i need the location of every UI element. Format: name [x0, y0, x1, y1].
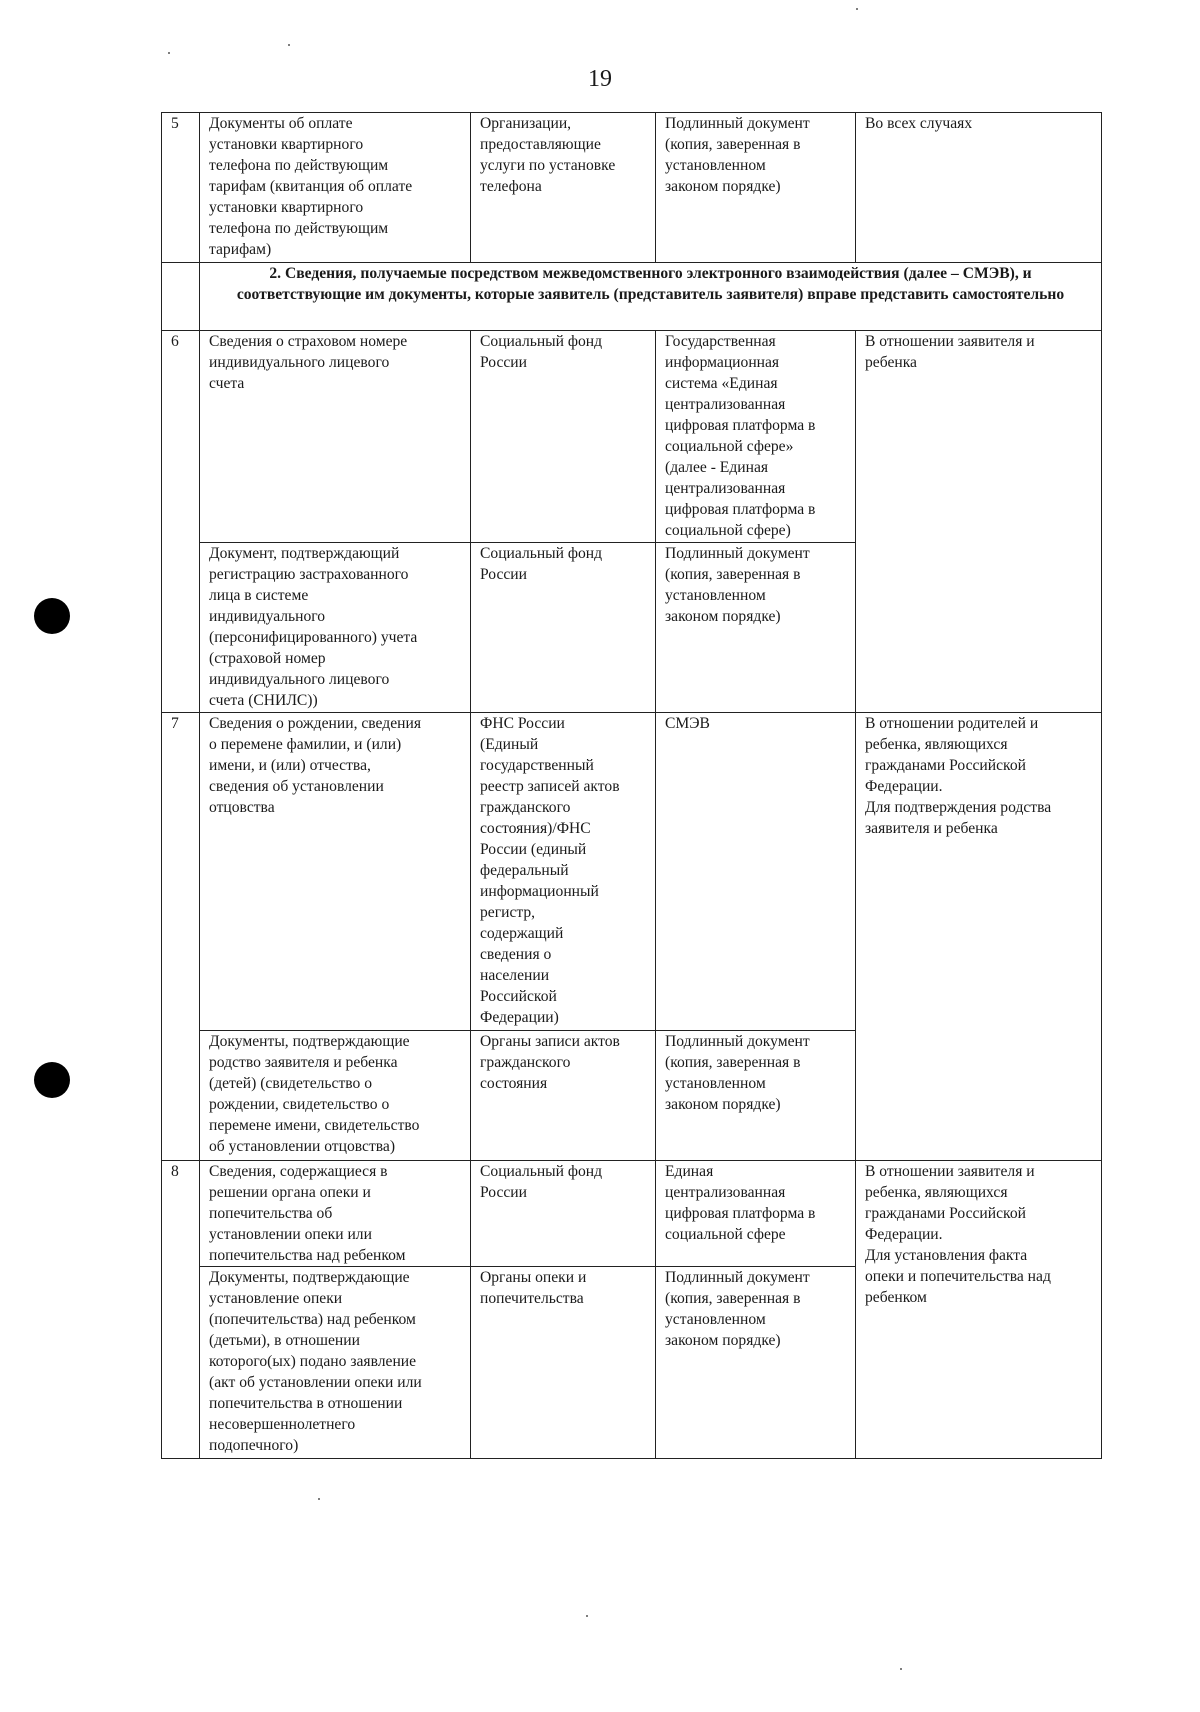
table-row: [162, 331, 1102, 543]
scan-speck: [318, 1498, 320, 1500]
scan-speck: [586, 1615, 588, 1617]
document-note: Во всех случаях: [856, 113, 1102, 263]
document-form: Подлинный документ (копия, заверенная в установленном законом порядке): [656, 113, 856, 263]
document-name: Документ, подтверждающий регистрацию застрахованного лица в системе индивидуального (персонифицированного) учета (страховой номер индивидуального лицевого счета (СНИЛС)): [200, 543, 471, 713]
document-note: В отношении заявителя и ребенка: [856, 331, 1102, 713]
section-header-row: [162, 263, 1102, 331]
scan-speck: [856, 8, 858, 10]
document-name: Документы, подтверждающие установление опеки (попечительства) над ребенком (детьми), в отношении которого(ых) подано заявление (акт об установлении опеки или попечительства в отношении несовершеннолетнего подопечного): [200, 1267, 471, 1459]
document-source: Организации, предоставляющие услуги по установке телефона: [471, 113, 656, 263]
row-number: 5: [162, 113, 200, 263]
scan-speck: [288, 44, 290, 46]
row-number: 8: [162, 1161, 200, 1459]
document-form: Подлинный документ (копия, заверенная в установленном законом порядке): [656, 543, 856, 713]
document-note: В отношении заявителя и ребенка, являющихся гражданами Российской Федерации. Для установления факта опеки и попечительства над ребенком: [856, 1161, 1102, 1459]
table-row: [162, 713, 1102, 1031]
document-name: Сведения, содержащиеся в решении органа опеки и попечительства об установлении опеки или попечительства над ребенком: [200, 1161, 471, 1267]
document-form: Подлинный документ (копия, заверенная в установленном законом порядке): [656, 1267, 856, 1459]
document-form: Подлинный документ (копия, заверенная в установленном законом порядке): [656, 1031, 856, 1161]
document-form: Государственная информационная система «Единая централизованная цифровая платформа в социальной сфере» (далее - Единая централизованная цифровая платформа в социальной сфере): [656, 331, 856, 543]
document-source: Органы записи актов гражданского состояния: [471, 1031, 656, 1161]
page-number: 19: [588, 66, 612, 92]
document-name: Документы об оплате установки квартирного телефона по действующим тарифам (квитанция об оплате установки квартирного телефона по действующим тарифам): [200, 113, 471, 263]
document-form: Единая централизованная цифровая платформа в социальной сфере: [656, 1161, 856, 1267]
document-source: Социальный фонд России: [471, 1161, 656, 1267]
row-number: 6: [162, 331, 200, 713]
document-source: Социальный фонд России: [471, 543, 656, 713]
row-number: 7: [162, 713, 200, 1161]
document-note: В отношении родителей и ребенка, являющихся гражданами Российской Федерации. Для подтверждения родства заявителя и ребенка: [856, 713, 1102, 1161]
scan-speck: [900, 1668, 902, 1670]
table-row: [162, 1161, 1102, 1267]
document-name: Сведения о страховом номере индивидуального лицевого счета: [200, 331, 471, 543]
table-row: [162, 113, 1102, 263]
document-source: Органы опеки и попечительства: [471, 1267, 656, 1459]
document-source: ФНС России (Единый государственный реестр записей актов гражданского состояния)/ФНС России (единый федеральный информационный регистр, содержащий сведения о населении Российской Федерации): [471, 713, 656, 1031]
scan-speck: [168, 52, 170, 54]
document-form: СМЭВ: [656, 713, 856, 1031]
section-header: 2. Сведения, получаемые посредством межведомственного электронного взаимодействия (далее – СМЭВ), и соответствующие им документы, которые заявитель (представитель заявителя) вправе представить самостоятельно: [200, 263, 1102, 331]
document-name: Документы, подтверждающие родство заявителя и ребенка (детей) (свидетельство о рождении, свидетельство о перемене имени, свидетельство об установлении отцовства): [200, 1031, 471, 1161]
punch-hole-mark: [34, 598, 70, 634]
documents-table: [161, 112, 1102, 1459]
document-source: Социальный фонд России: [471, 331, 656, 543]
document-name: Сведения о рождении, сведения о перемене фамилии, и (или) имени, и (или) отчества, сведения об установлении отцовства: [200, 713, 471, 1031]
punch-hole-mark: [34, 1062, 70, 1098]
